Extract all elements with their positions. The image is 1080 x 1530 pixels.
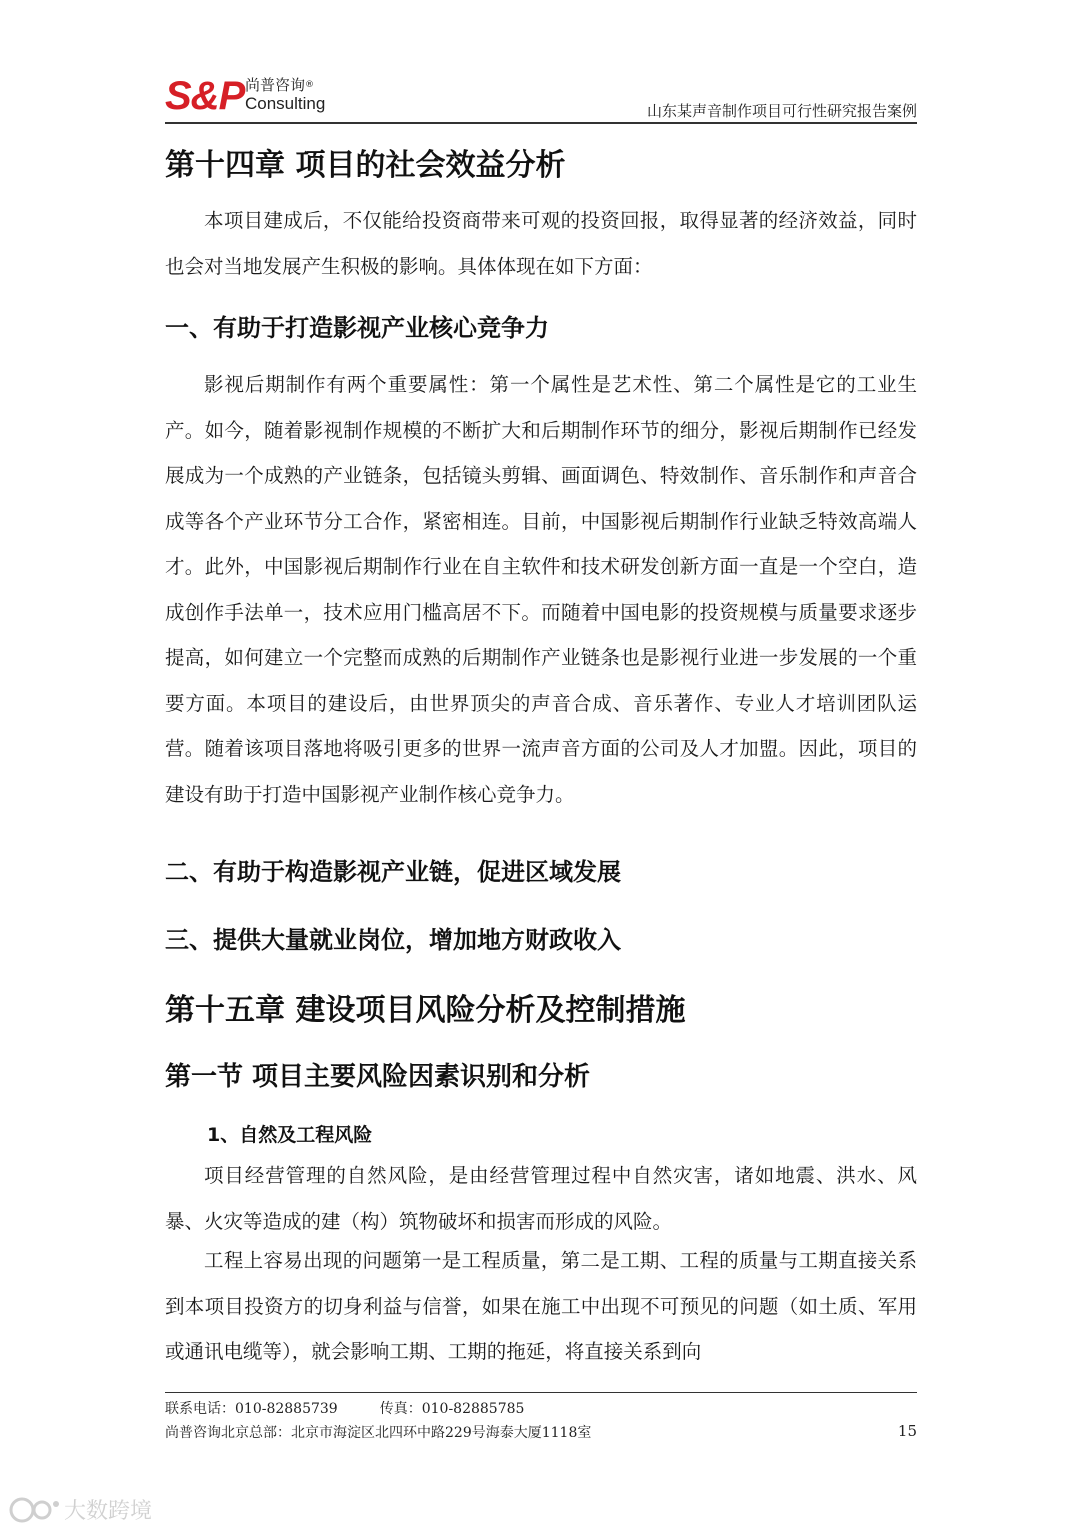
logo-chinese-name: 尚普咨询® [245, 76, 315, 94]
footer-fax: 传真：010-82885785 [379, 1401, 525, 1417]
section-1-paragraph: 影视后期制作有两个重要属性：第一个属性是艺术性、第二个属性是它的工业生产。如今，随着影视制作规模的不断扩大和后期制作环节的细分，影视后期制作已经发展成为一个成熟的产业链条，包括镜头剪辑、画面调色、特效制作、音乐制作和声音合成等各个产业环节分工合作，紧密相连。目前，中国影视后期制作行业缺乏特效高端人才。此外，中国影视后期制作行业在自主软件和技术研发创新方面一直是一个空白，造成创作手法单一，技术应用门槛高居不下。而随着中国电影的投资规模与质量要求逐步提高，如何建立一个完整而成熟的后期制作产业链条也是影视行业进一步发展的一个重要方面。本项目的建设后，由世界顶尖的声音合成、音乐著作、专业人才培训团队运营。随着该项目落地将吸引更多的世界一流声音方面的公司及人才加盟。因此，项目的建设有助于打造中国影视产业制作核心竞争力。 [165, 373, 917, 806]
header-divider [165, 122, 917, 124]
page-number: 15 [897, 1422, 917, 1440]
risk-paragraph-2: 工程上容易出现的问题第一是工程质量，第二是工期、工程的质量与工期直接关系到本项目投资方的切身利益与信誉，如果在施工中出现不可预见的问题（如土质、军用或通讯电缆等），就会影响工期、工期的拖延，将直接关系到向 [165, 1249, 917, 1363]
risk-paragraph-1: 项目经营管理的自然风险，是由经营管理过程中自然灾害，诸如地震、洪水、风暴、火灾等造成的建（构）筑物破坏和损害而形成的风险。 [165, 1164, 917, 1233]
chapter-14-heading: 第十四章 项目的社会效益分析 [165, 148, 566, 183]
watermark [8, 1492, 152, 1526]
logo-mark: S&P [165, 74, 245, 118]
header-title: 山东某声音制作项目可行性研究报告案例 [646, 102, 917, 120]
footer-contact [165, 1398, 524, 1418]
section-3-heading: 三、提供大量就业岗位，增加地方财政收入 [165, 926, 621, 954]
subsection-1-heading: 第一节 项目主要风险因素识别和分析 [165, 1062, 591, 1092]
footer-address: 尚普咨询北京总部：北京市海淀区北四环中路229号海泰大厦1118室 [165, 1425, 592, 1441]
footer-divider [165, 1392, 917, 1393]
intro-paragraph: 本项目建成后，不仅能给投资商带来可观的投资回报，取得显著的经济效益，同时也会对当地发展产生积极的影响。具体体现在如下方面： [165, 209, 917, 278]
footer-phone: 联系电话：010-82885739 [165, 1401, 338, 1417]
section-2-heading: 二、有助于构造影视产业链，促进区域发展 [165, 858, 621, 886]
item-1-heading: 1、自然及工程风险 [207, 1124, 373, 1146]
chapter-15-heading: 第十五章 建设项目风险分析及控制措施 [165, 993, 686, 1028]
watermark-text: 大数跨境 [64, 1498, 153, 1524]
watermark-logo-icon [8, 1494, 62, 1524]
company-logo [165, 74, 365, 122]
section-1-heading: 一、有助于打造影视产业核心竞争力 [165, 314, 549, 342]
logo-english-name: Consulting [245, 94, 326, 113]
